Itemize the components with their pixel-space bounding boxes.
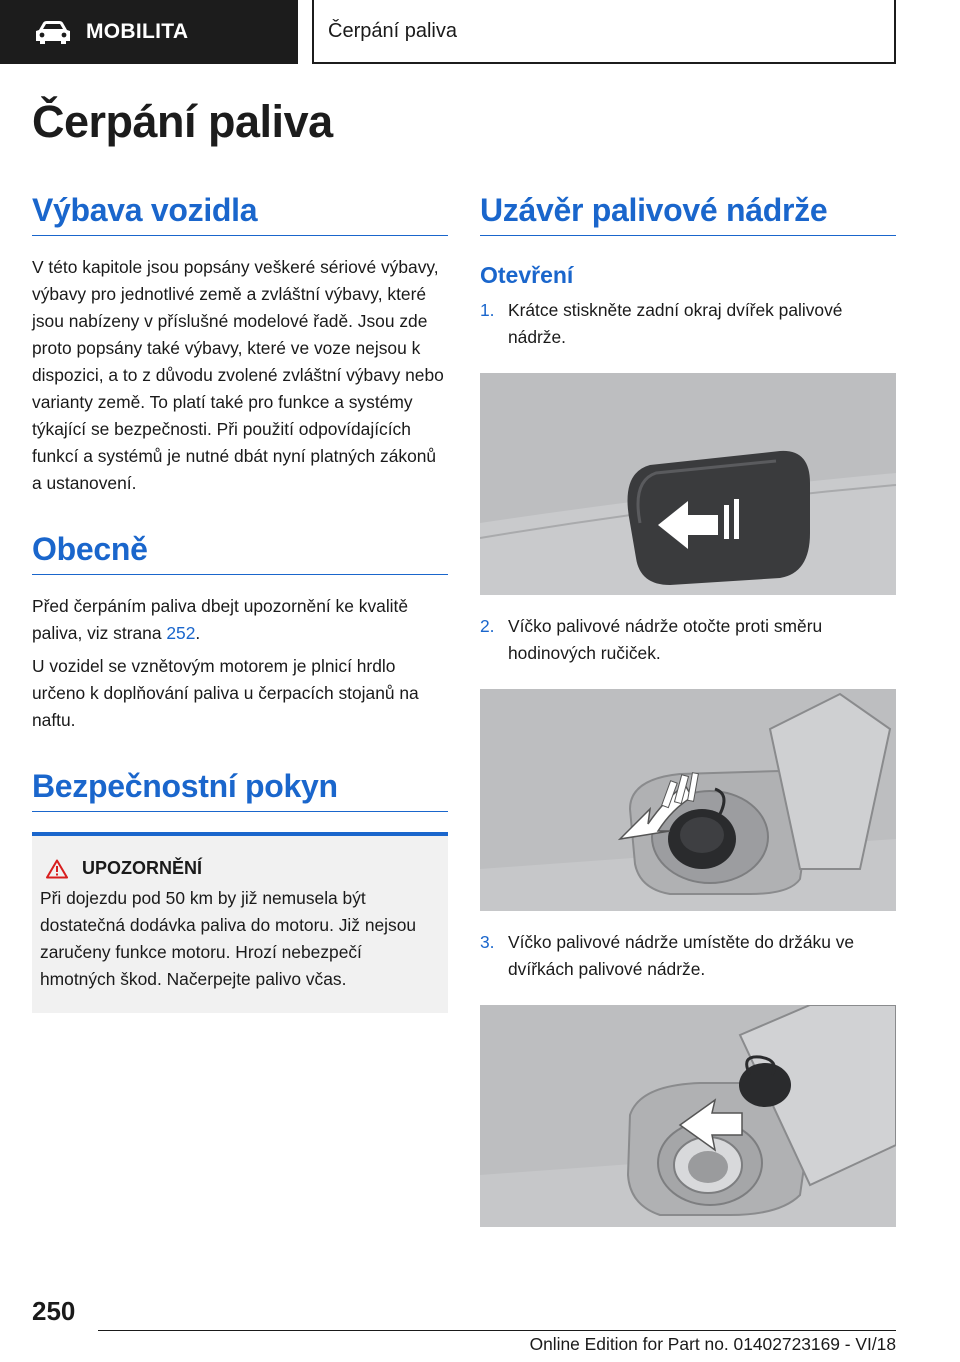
warning-box bbox=[32, 832, 448, 1013]
step-1 bbox=[480, 297, 896, 351]
section-title-fuel-cap: Uzávěr palivové nádrže bbox=[480, 192, 896, 236]
general-paragraph-2: U vozidel se vznětovým motorem je plnicí hrdlo určeno k doplňování paliva u čerpacích stojanů na naftu. bbox=[32, 656, 419, 730]
breadcrumb bbox=[312, 0, 896, 64]
step-3 bbox=[480, 929, 896, 983]
breadcrumb-label: Čerpání paliva bbox=[328, 19, 457, 42]
general-paragraph-1-end: . bbox=[195, 623, 201, 643]
warning-header bbox=[40, 858, 440, 879]
section-title-general: Obecně bbox=[32, 531, 448, 575]
step-number: 3. bbox=[480, 932, 495, 952]
general-paragraph-1-text: Před čerpáním paliva dbejt upozornění ke kvalitě paliva, viz strana bbox=[32, 596, 409, 643]
section-tab[interactable] bbox=[0, 0, 298, 64]
page-title: Čerpání paliva bbox=[32, 96, 333, 147]
illustration-fuel-cap-turn bbox=[480, 689, 896, 911]
step-text: Krátce stiskněte zadní okraj dvířek palivové nádrže. bbox=[508, 300, 843, 347]
illustration-fuel-flap-press bbox=[480, 373, 896, 595]
section-title-equipment: Výbava vozidla bbox=[32, 192, 448, 236]
step-2 bbox=[480, 613, 896, 667]
right-column bbox=[480, 192, 896, 1245]
section-title-safety: Bezpečnostní pokyn bbox=[32, 768, 448, 812]
step-number: 2. bbox=[480, 616, 495, 636]
general-paragraph-1 bbox=[32, 593, 448, 647]
footer-divider bbox=[98, 1330, 896, 1331]
page-link-252[interactable]: 252 bbox=[166, 623, 196, 643]
car-icon bbox=[34, 19, 72, 45]
illustration-fuel-cap-holder bbox=[480, 1005, 896, 1227]
step-number: 1. bbox=[480, 300, 495, 320]
left-column bbox=[32, 192, 448, 1013]
warning-triangle-icon bbox=[46, 859, 68, 879]
page-number: 250 bbox=[32, 1296, 76, 1326]
footer-edition: Online Edition for Part no. 01402723169 - VI/18 bbox=[529, 1334, 896, 1354]
warning-text: Při dojezdu pod 50 km by již nemusela být dostatečná dodávka paliva do motoru. Již nejsou zaručeny funkce motoru. Hrozí nebezpečí hmotných škod. Načerpejte palivo včas. bbox=[40, 888, 417, 989]
subsection-title-opening: Otevření bbox=[480, 262, 574, 288]
section-tab-label: MOBILITA bbox=[86, 20, 189, 43]
equipment-paragraph: V této kapitole jsou popsány veškeré sériové výbavy, výbavy pro jednotlivé země a zvláštní výbavy, které jsou nabízeny v příslušné modelové řadě. Jsou zde proto popsány také výbavy, které ve voze nejsou k dispozici, a to z důvodu zvolené zvláštní výbavy nebo varianty země. To platí také pro funkce a systémy týkající se bezpečnosti. Při použití odpovídajících funkcí a systémů je nutné dbát nyní platných zákonů a ustanovení. bbox=[32, 257, 444, 493]
step-text: Víčko palivové nádrže umístěte do držáku ve dvířkách palivové nádrže. bbox=[508, 932, 855, 979]
warning-title: UPOZORNĚNÍ bbox=[82, 858, 203, 878]
step-text: Víčko palivové nádrže otočte proti směru hodinových ručiček. bbox=[508, 616, 823, 663]
